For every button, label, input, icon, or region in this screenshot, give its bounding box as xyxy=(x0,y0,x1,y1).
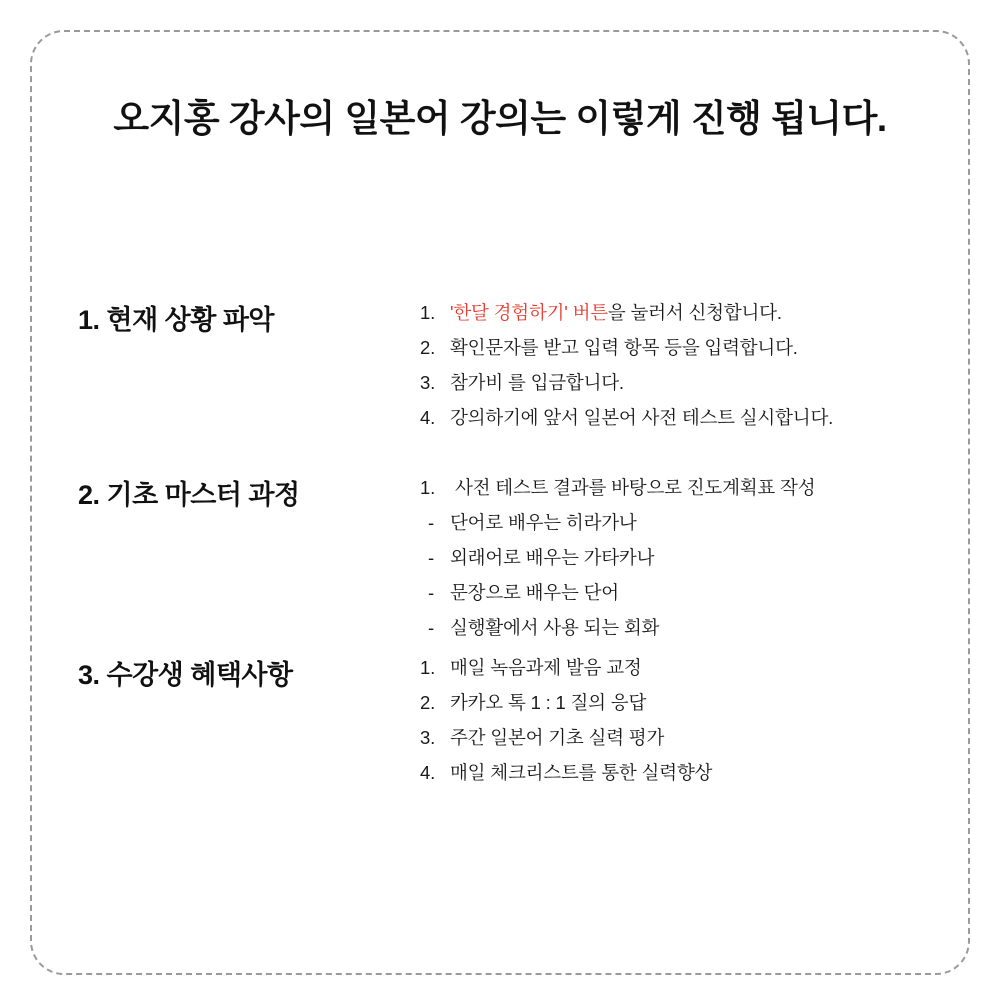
list-item xyxy=(420,330,940,365)
section-body xyxy=(420,650,940,790)
section-body xyxy=(420,295,940,435)
highlighted-text: '한달 경험하기' 버튼 xyxy=(450,302,608,323)
list-item xyxy=(420,365,940,400)
list-marker: - xyxy=(428,582,434,603)
list-item-text: 외래어로 배우는 가타카나 xyxy=(450,547,655,568)
list-item xyxy=(420,400,940,435)
list-item xyxy=(420,610,940,645)
section-heading: 2. 기초 마스터 과정 xyxy=(78,480,300,510)
slide-content xyxy=(30,30,970,975)
list-item-text: 강의하기에 앞서 일본어 사전 테스트 실시합니다. xyxy=(450,407,834,428)
section-heading: 3. 수강생 혜택사항 xyxy=(78,660,293,690)
list-marker: 1. xyxy=(420,302,436,323)
list-item xyxy=(420,720,940,755)
list-item-text: 단어로 배우는 히라가나 xyxy=(450,512,637,533)
list-item-text: 주간 일본어 기초 실력 평가 xyxy=(450,727,665,748)
list-item-text: 확인문자를 받고 입력 항목 등을 입력합니다. xyxy=(450,337,798,358)
list-marker: 1. xyxy=(420,477,436,498)
list-marker: 4. xyxy=(420,407,436,428)
list-marker: - xyxy=(428,512,434,533)
list-marker: 1. xyxy=(420,657,436,678)
list-item xyxy=(420,295,940,330)
section-heading: 1. 현재 상황 파악 xyxy=(78,305,275,335)
section-body xyxy=(420,470,940,645)
list-item-text: 문장으로 배우는 단어 xyxy=(450,582,619,603)
list-item-text: 카카오 톡 1 : 1 질의 응답 xyxy=(450,692,647,713)
list-item-text: 실행활에서 사용 되는 회화 xyxy=(450,617,660,638)
list-item xyxy=(420,575,940,610)
list-item xyxy=(420,540,940,575)
list-marker: 2. xyxy=(420,692,436,713)
list-item-text: 매일 체크리스트를 통한 실력향상 xyxy=(450,762,713,783)
list-marker: - xyxy=(428,617,434,638)
list-marker: - xyxy=(428,547,434,568)
list-item-text: 을 눌러서 신청합니다. xyxy=(607,302,782,323)
list-item-text: 사전 테스트 결과를 바탕으로 진도계획표 작성 xyxy=(450,477,816,498)
list-marker: 3. xyxy=(420,372,436,393)
list-item xyxy=(420,505,940,540)
list-item xyxy=(420,755,940,790)
list-item-text: 참가비 를 입금합니다. xyxy=(450,372,624,393)
list-marker: 2. xyxy=(420,337,436,358)
list-item xyxy=(420,650,940,685)
list-item-text: 매일 녹음과제 발음 교정 xyxy=(450,657,642,678)
list-marker: 3. xyxy=(420,727,436,748)
list-item xyxy=(420,685,940,720)
list-item xyxy=(420,470,940,505)
list-marker: 4. xyxy=(420,762,436,783)
page-title: 오지홍 강사의 일본어 강의는 이렇게 진행 됩니다. xyxy=(113,98,887,139)
